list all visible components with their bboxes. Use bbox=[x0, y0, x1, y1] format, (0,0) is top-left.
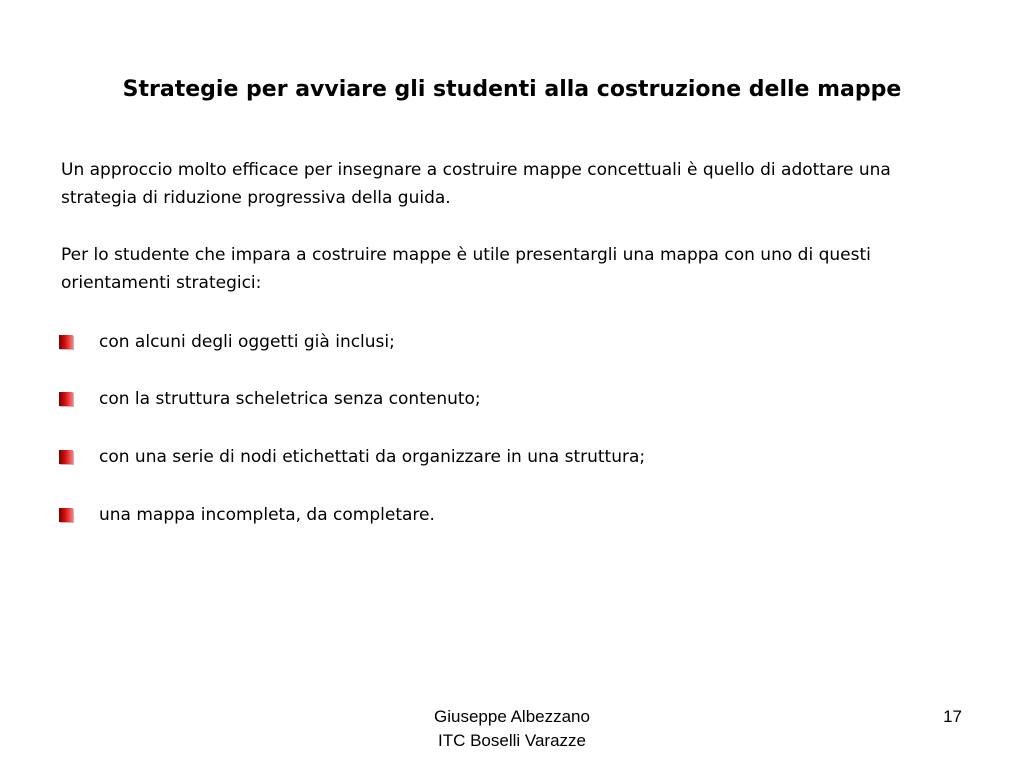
bullet-text: con la struttura scheletrica senza contenuto; bbox=[99, 389, 481, 409]
intro-paragraph: Un approccio molto efficace per insegnare a costruire mappe concettuali è quello di adottare una strategia di riduzione progressiva della guida. bbox=[61, 160, 891, 208]
footer-credits bbox=[362, 705, 662, 753]
bullet-item bbox=[59, 385, 959, 413]
square-bullet-icon bbox=[59, 392, 73, 406]
bullet-text: con una serie di nodi etichettati da organizzare in una struttura; bbox=[99, 447, 646, 467]
bullet-text: con alcuni degli oggetti già inclusi; bbox=[99, 332, 395, 352]
slide-title: Strategie per avviare gli studenti alla costruzione delle mappe bbox=[122, 77, 902, 102]
bullet-item bbox=[59, 443, 959, 471]
page-number: 17 bbox=[943, 707, 962, 726]
bullet-item bbox=[59, 328, 959, 356]
strategy-paragraph: Per lo studente che impara a costruire mappe è utile presentargli una mappa con uno di questi orientamenti strategici: bbox=[61, 245, 871, 293]
square-bullet-icon bbox=[59, 335, 73, 349]
bullet-text: una mappa incompleta, da completare. bbox=[99, 505, 435, 525]
footer-institution: ITC Boselli Varazze bbox=[437, 731, 586, 750]
footer-author: Giuseppe Albezzano bbox=[434, 707, 590, 726]
square-bullet-icon bbox=[59, 508, 73, 522]
bullet-item bbox=[59, 501, 959, 529]
square-bullet-icon bbox=[59, 450, 73, 464]
